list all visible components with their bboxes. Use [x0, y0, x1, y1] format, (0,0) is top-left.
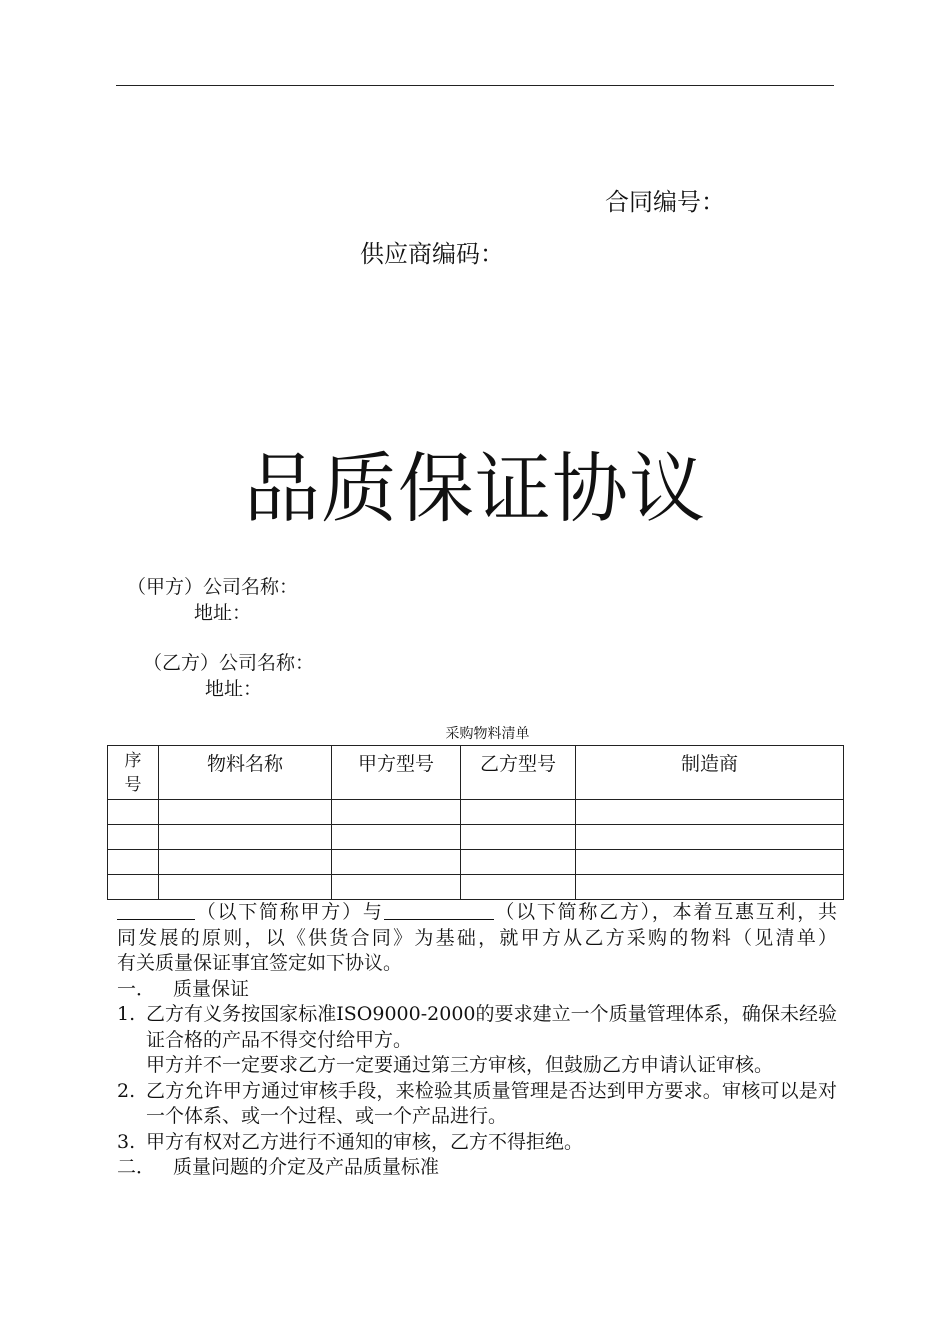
table-cell[interactable]	[108, 825, 159, 850]
section-1-title: 质量保证	[173, 977, 250, 1000]
table-row	[108, 875, 844, 900]
contract-number-label: 合同编号：	[605, 188, 725, 216]
party-a-address-label: 地址：	[194, 602, 252, 624]
column-header-party-a-model: 甲方型号	[332, 746, 461, 800]
list-item-extra-text: 甲方并不一定要求乙方一定要通过第三方审核，但鼓励乙方申请认证审核。	[146, 1054, 774, 1076]
section-2-number: 二．	[117, 1156, 156, 1178]
materials-table-caption: 采购物料清单	[445, 726, 530, 742]
table-row	[108, 800, 844, 825]
list-item-text: 乙方有义务按国家标准ISO9000-2000的要求建立一个质量管理体系，确保未经验证合格的产品不得交付给甲方。	[146, 1003, 837, 1051]
party-b-address-label: 地址：	[205, 678, 263, 700]
table-cell[interactable]	[332, 850, 461, 875]
intro-line-3: 有关质量保证事宜签定如下协议。	[117, 952, 403, 974]
table-row	[108, 825, 844, 850]
table-cell[interactable]	[461, 850, 576, 875]
table-cell[interactable]	[576, 850, 844, 875]
list-item-text: 甲方有权对乙方进行不通知的审核，乙方不得拒绝。	[146, 1130, 584, 1153]
list-item-number: 1.	[117, 1003, 136, 1025]
party-b-company-name-label: （乙方）公司名称：	[143, 652, 315, 674]
party-a-blank[interactable]	[117, 901, 195, 920]
intro-part-1: （以下简称甲方）与	[195, 901, 384, 923]
supplier-code-label: 供应商编码：	[360, 240, 504, 268]
table-cell[interactable]	[461, 875, 576, 900]
table-cell[interactable]	[159, 875, 332, 900]
party-b-blank[interactable]	[384, 901, 494, 920]
table-cell[interactable]	[332, 875, 461, 900]
list-item	[117, 1079, 837, 1130]
table-cell[interactable]	[159, 800, 332, 825]
table-cell[interactable]	[576, 875, 844, 900]
column-header-manufacturer: 制造商	[576, 746, 844, 800]
table-cell[interactable]	[108, 800, 159, 825]
intro-line-2: 同发展的原则，以《供货合同》为基础，就甲方从乙方采购的物料（见清单）	[117, 926, 837, 949]
party-a-company-name-label: （甲方）公司名称：	[127, 576, 299, 598]
column-header-material-name: 物料名称	[159, 746, 332, 800]
section-2-title: 质量问题的介定及产品质量标准	[173, 1156, 440, 1178]
list-item	[117, 1002, 837, 1079]
table-cell[interactable]	[461, 800, 576, 825]
table-cell[interactable]	[576, 825, 844, 850]
table-cell[interactable]	[461, 825, 576, 850]
list-item	[117, 1130, 837, 1156]
table-row	[108, 850, 844, 875]
table-cell[interactable]	[332, 800, 461, 825]
section-1-heading	[117, 977, 837, 1003]
section-2-heading	[117, 1155, 837, 1181]
table-cell[interactable]	[159, 850, 332, 875]
header-rule	[116, 85, 834, 86]
table-header-row	[108, 746, 844, 800]
table-cell[interactable]	[159, 825, 332, 850]
document-title: 品质保证协议	[244, 444, 706, 533]
list-item-number: 2.	[117, 1079, 136, 1102]
section-1-number: 一．	[117, 977, 156, 1000]
intro-line-1	[117, 900, 837, 926]
column-header-seq: 序号	[108, 746, 159, 800]
table-cell[interactable]	[108, 875, 159, 900]
materials-table	[107, 745, 844, 900]
table-cell[interactable]	[576, 800, 844, 825]
column-header-party-b-model: 乙方型号	[461, 746, 576, 800]
list-item-number: 3.	[117, 1130, 136, 1153]
table-cell[interactable]	[108, 850, 159, 875]
list-item-text: 乙方允许甲方通过审核手段，来检验其质量管理是否达到甲方要求。审核可以是对一个体系、或一个过程、或一个产品进行。	[146, 1079, 837, 1127]
agreement-body	[117, 900, 837, 1181]
table-cell[interactable]	[332, 825, 461, 850]
intro-part-2: （以下简称乙方），本着互惠互利，共	[493, 901, 837, 923]
